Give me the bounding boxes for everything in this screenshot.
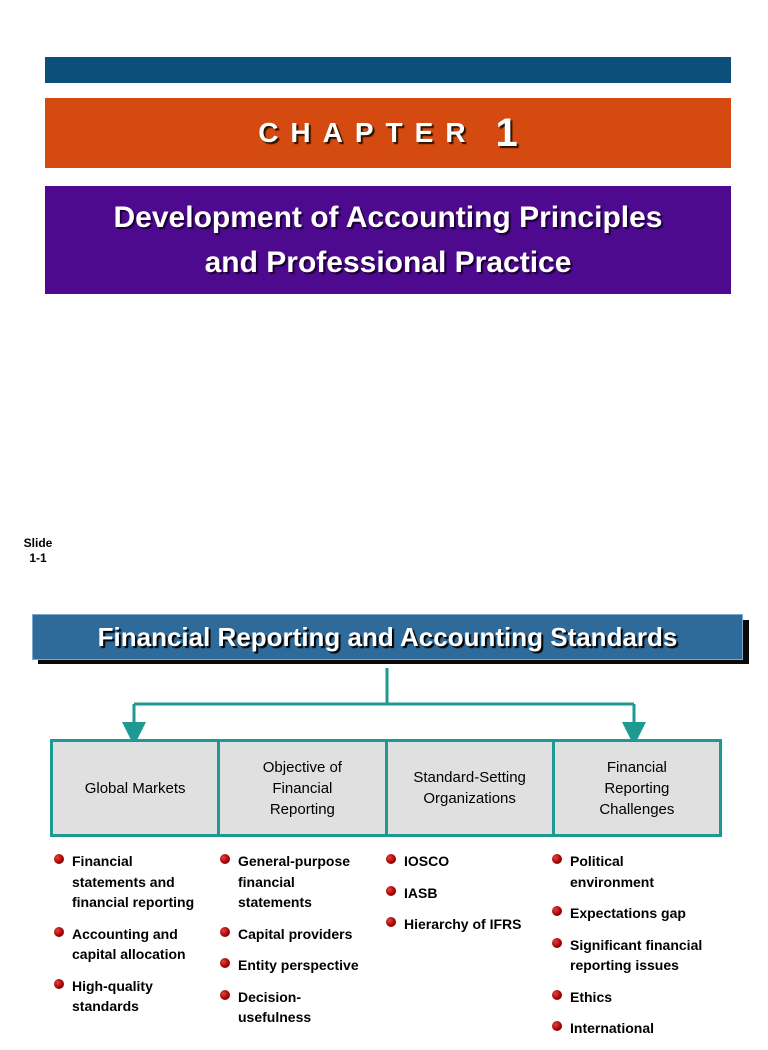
list-item-line: Hierarchy of IFRS: [404, 916, 522, 932]
list-item: [52, 976, 212, 1017]
list-item-line: Capital providers: [238, 925, 353, 942]
chapter-title-line-1: Development of Accounting Principles: [113, 201, 663, 234]
list-item-line: Ethics: [570, 988, 613, 1005]
list-item-line: environment: [570, 873, 655, 890]
list-item-line: standards: [72, 998, 139, 1014]
list-item: [550, 987, 730, 1008]
list-item-line: financial reporting: [72, 894, 195, 910]
chapter-number: 1: [495, 110, 518, 155]
box-label: Global Markets: [84, 779, 186, 797]
bullet-icon: [386, 886, 396, 896]
bullet-icon: [552, 906, 562, 916]
box-label: Reporting: [604, 779, 670, 797]
list-item-line: Accounting and: [72, 925, 178, 942]
list-item: [384, 914, 544, 935]
box-financial-reporting-challenges: [555, 742, 719, 834]
bullet-icon: [54, 927, 64, 937]
bullet-icon: [552, 1021, 562, 1031]
list-item: [550, 851, 730, 892]
diagram-heading: Financial Reporting and Accounting Standards: [32, 614, 743, 660]
bullet-icon: [220, 927, 230, 937]
list-item: [550, 935, 730, 976]
box-global-markets: [53, 742, 220, 834]
bullet-icon: [54, 854, 64, 864]
list-item: [550, 1018, 730, 1039]
box-label: Financial: [272, 779, 333, 797]
column-objective: [218, 851, 378, 1039]
list-item: [52, 851, 212, 913]
list-item-line: Entity perspective: [238, 957, 359, 973]
slide-number: 1-1: [29, 551, 47, 565]
box-label: Challenges: [599, 800, 675, 818]
list-item-line: International: [570, 1020, 655, 1036]
bullet-icon: [552, 990, 562, 1000]
list-item-line: statements: [238, 894, 312, 910]
list-item-line: High-quality: [72, 977, 153, 994]
box-label: Financial: [606, 758, 667, 776]
list-item-line: financial: [238, 873, 295, 890]
bullet-icon: [220, 958, 230, 968]
list-item: [550, 903, 730, 924]
slide-label-text: Slide: [23, 536, 53, 550]
chapter-word: CHAPTER: [258, 117, 478, 148]
list-item: [218, 955, 378, 976]
list-item: [384, 883, 544, 904]
list-item-line: General-purpose: [238, 853, 351, 869]
box-standard-setting-organizations: [388, 742, 555, 834]
box-objective-of-financial-reporting: [220, 742, 387, 834]
category-boxes: [50, 739, 722, 837]
list-item: [218, 924, 378, 945]
list-item: [384, 851, 544, 872]
list-item: [218, 987, 378, 1028]
chapter-title-line-2: and Professional Practice: [204, 246, 572, 279]
list-item: [52, 924, 212, 965]
column-global-markets: [52, 851, 212, 1028]
box-label: Objective of: [262, 758, 342, 776]
bullet-icon: [220, 854, 230, 864]
list-item-line: Significant financial: [570, 936, 703, 953]
list-item-line: Financial: [72, 853, 133, 869]
list-item-line: Decision-: [238, 988, 302, 1005]
column-standard-setting: [384, 851, 544, 946]
list-item-line: usefulness: [238, 1009, 312, 1025]
column-challenges: [550, 851, 730, 1050]
list-item: [218, 851, 378, 913]
box-label: Reporting: [269, 800, 335, 818]
list-item-line: Political: [570, 853, 624, 869]
list-item-line: IASB: [404, 884, 438, 901]
list-item-line: Expectations gap: [570, 905, 686, 921]
bullet-icon: [386, 917, 396, 927]
list-item-line: statements and: [72, 873, 175, 890]
box-label: Standard-Setting: [413, 769, 526, 786]
box-label: Organizations: [423, 790, 516, 807]
bullet-icon: [220, 990, 230, 1000]
list-item-line: reporting issues: [570, 957, 679, 973]
bullet-icon: [386, 854, 396, 864]
bullet-icon: [552, 854, 562, 864]
list-item-line: capital allocation: [72, 946, 186, 962]
bullet-icon: [552, 938, 562, 948]
list-item-line: IOSCO: [404, 853, 450, 869]
bullet-icon: [54, 979, 64, 989]
